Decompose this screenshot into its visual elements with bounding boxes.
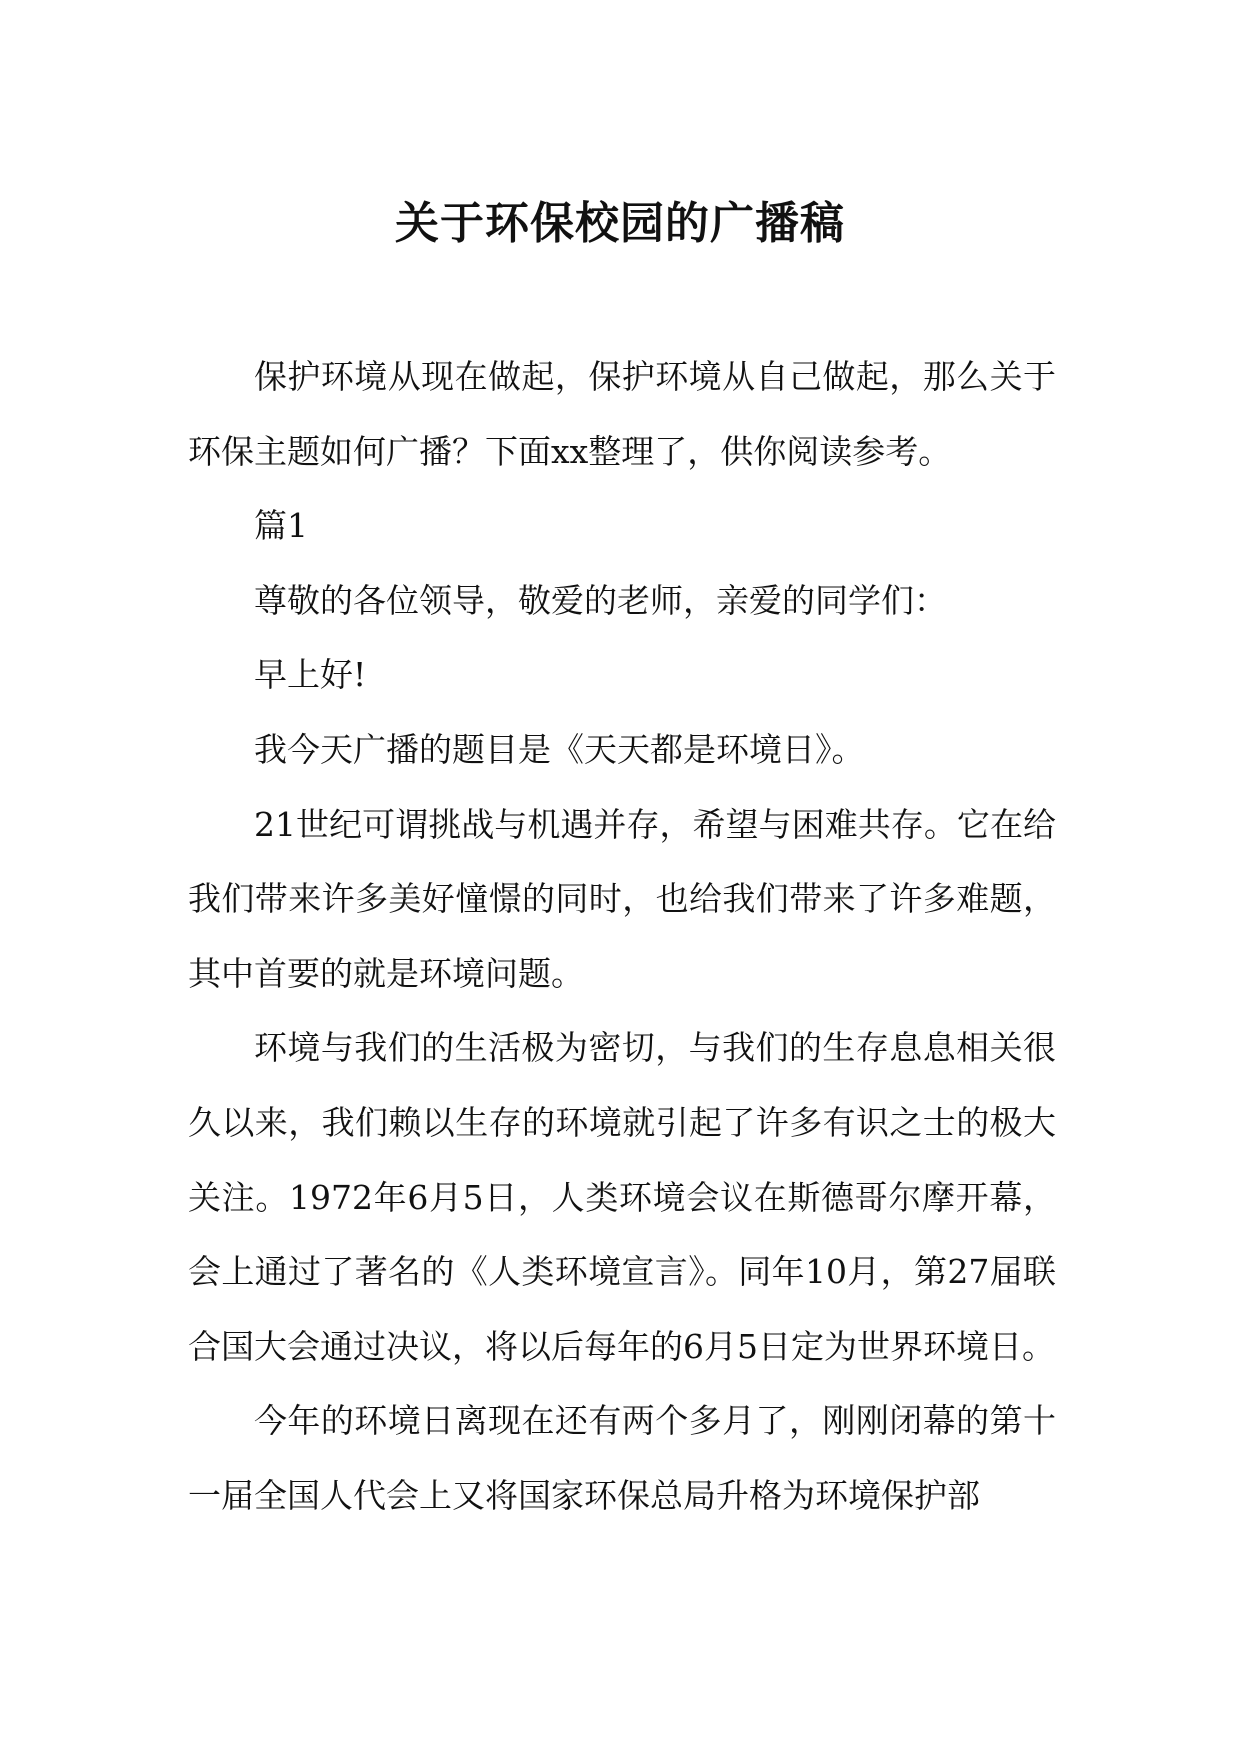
paragraph-century: 21世纪可谓挑战与机遇并存，希望与困难共存。它在给我们带来许多美好憧憬的同时，也给我们带来了许多难题，其中首要的就是环境问题。 (188, 804, 1056, 993)
paragraph-salutation: 尊敬的各位领导，敬爱的老师，亲爱的同学们： (254, 580, 947, 620)
document-title: 关于环保校园的广播稿 (395, 198, 845, 250)
paragraph-section-label: 篇1 (254, 506, 308, 546)
document-body (188, 340, 1056, 1534)
paragraph-greeting: 早上好! (254, 655, 367, 695)
paragraph-intro: 保护环境从现在做起，保护环境从自己做起，那么关于环保主题如何广播？下面xx整理了，供你阅读参考。 (188, 357, 1056, 471)
paragraph-topic: 我今天广播的题目是《天天都是环境日》。 (254, 729, 865, 769)
paragraph-environment-day: 环境与我们的生活极为密切，与我们的生存息息相关很久以来，我们赖以生存的环境就引起了许多有识之士的极大关注。1972年6月5日，人类环境会议在斯德哥尔摩开幕，会上通过了著名的《人类环境宣言》。同年10月，第27届联合国大会通过决议，将以后每年的6月5日定为世界环境日。 (188, 1028, 1056, 1366)
paragraph-this-year: 今年的环境日离现在还有两个多月了，刚刚闭幕的第十一届全国人代会上又将国家环保总局升格为环境保护部 (188, 1401, 1056, 1515)
